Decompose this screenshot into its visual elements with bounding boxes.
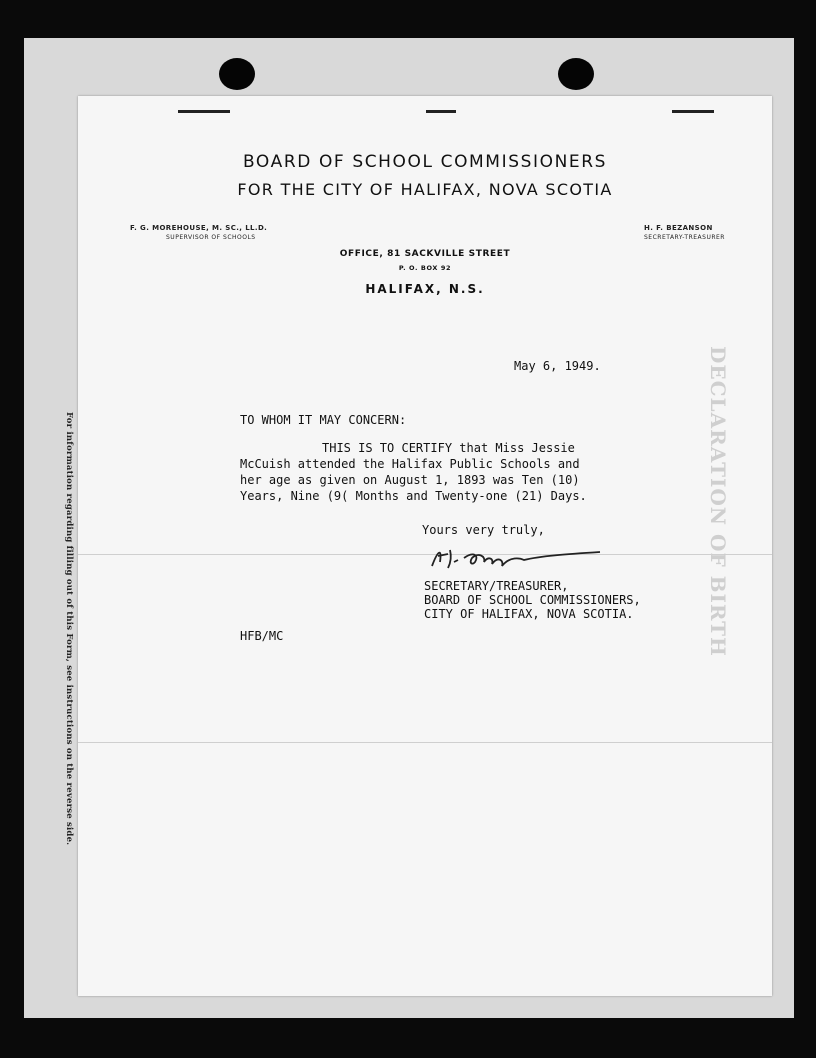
signature-title: SECRETARY/TREASURER,	[424, 579, 569, 593]
staple-right	[672, 110, 714, 113]
signature	[428, 544, 604, 574]
staple-center	[426, 110, 456, 113]
letterhead-city: HALIFAX, N.S.	[365, 282, 485, 296]
fold-line	[78, 742, 772, 743]
staple-left	[178, 110, 230, 113]
body-line: THIS IS TO CERTIFY that Miss Jessie	[322, 441, 575, 455]
punch-hole-left	[219, 58, 255, 90]
letter-date: May 6, 1949.	[514, 359, 601, 373]
letter-sheet	[78, 96, 772, 996]
salutation: TO WHOM IT MAY CONCERN:	[240, 413, 407, 427]
punch-hole-right	[558, 58, 594, 90]
po-box: P. O. BOX 92	[398, 264, 452, 272]
side-instruction-note: For information regarding filling out of this Form, see instructions on the reverse side.	[64, 412, 74, 846]
body-line: Years, Nine (9( Months and Twenty-one (21) Days.	[240, 489, 587, 503]
signature-location: CITY OF HALIFAX, NOVA SCOTIA.	[424, 607, 634, 621]
fold-line	[78, 554, 772, 555]
letterhead-title: BOARD OF SCHOOL COMMISSIONERS	[242, 152, 608, 172]
left-officer-name: F. G. MOREHOUSE, M. SC., LL.D.	[130, 224, 268, 232]
office-address: OFFICE, 81 SACKVILLE STREET	[339, 249, 511, 259]
typist-initials: HFB/MC	[240, 629, 284, 643]
body-line: her age as given on August 1, 1893 was Ten (10)	[240, 473, 580, 487]
letterhead-subtitle: FOR THE CITY OF HALIFAX, NOVA SCOTIA	[237, 180, 613, 199]
left-officer-role: SUPERVISOR OF SCHOOLS	[166, 234, 256, 241]
right-officer-role: SECRETARY-TREASURER	[644, 234, 725, 241]
right-officer-name: H. F. BEZANSON	[644, 224, 713, 232]
body-line: McCuish attended the Halifax Public Schools and	[240, 457, 580, 471]
closing: Yours very truly,	[422, 523, 545, 537]
bleed-through-text: DECLARATION OF BIRTH	[706, 346, 730, 657]
signature-organization: BOARD OF SCHOOL COMMISSIONERS,	[424, 593, 641, 607]
